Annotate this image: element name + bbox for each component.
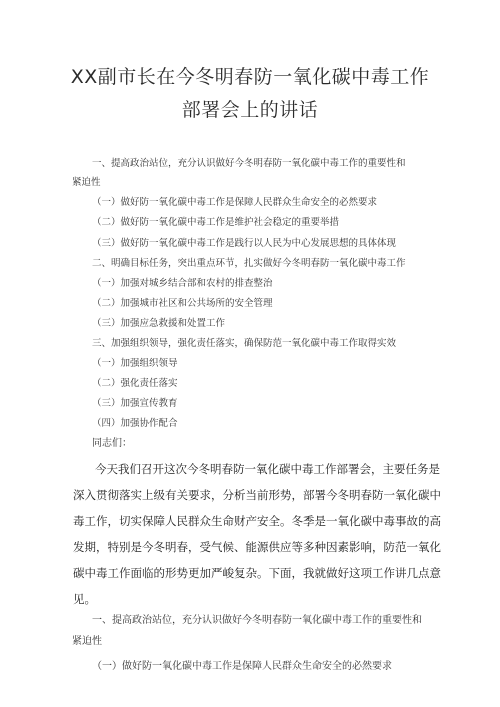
outline-item: （一）加强对城乡结合部和农村的排查整治: [92, 278, 273, 289]
salutation: 同志们：: [92, 438, 132, 449]
outline-item: （三）做好防一氧化碳中毒工作是践行以人民为中心发展思想的具体体现: [92, 238, 397, 249]
document-title-line-1: XX副市长在今冬明春防一氧化碳中毒工作: [70, 66, 430, 88]
outline-item: 三、加强组织领导，强化责任落实，确保防范一氧化碳中毒工作取得实效: [92, 338, 397, 349]
paragraph-line: 深入贯彻落实上级有关要求，分析当前形势，部署今冬明春防一氧化碳中: [73, 488, 441, 502]
section-heading-line: 紧迫性: [72, 636, 102, 647]
outline-item: （一）加强组织领导: [92, 358, 178, 369]
outline-item: 一、提高政治站位，充分认识做好今冬明春防一氧化碳中毒工作的重要性和: [92, 158, 406, 169]
paragraph-line: 毒工作，切实保障人民群众生命财产安全。冬季是一氧化碳中毒事故的高: [73, 514, 441, 528]
paragraph-line: 今天我们召开这次今冬明春防一氧化碳中毒工作部署会，主要任务是: [95, 462, 440, 476]
paragraph-line: 碳中毒工作面临的形势更加严峻复杂。下面，我就做好这项工作讲几点意: [73, 566, 441, 580]
outline-item: （二）强化责任落实: [92, 378, 178, 389]
section-heading-line: 一、提高政治站位，充分认识做好今冬明春防一氧化碳中毒工作的重要性和: [92, 615, 422, 626]
outline-item: （一）做好防一氧化碳中毒工作是保障人民群众生命安全的必然要求: [92, 197, 378, 208]
outline-item: （二）做好防一氧化碳中毒工作是维护社会稳定的重要举措: [92, 217, 340, 228]
outline-item: （三）加强应急救援和处置工作: [92, 318, 226, 329]
outline-item: （四）加强协作配合: [92, 418, 178, 429]
outline-item: 紧迫性: [72, 177, 101, 188]
paragraph-line: 见。: [73, 592, 96, 606]
subsection-heading: （一）做好防一氧化碳中毒工作是保障人民群众生命安全的必然要求: [92, 661, 392, 672]
outline-item: （三）加强宣传教育: [92, 398, 178, 409]
outline-item: 二、明确目标任务，突出重点环节，扎实做好今冬明春防一氧化碳中毒工作: [92, 258, 406, 269]
document-title-line-2: 部署会上的讲话: [181, 99, 319, 121]
outline-item: （二）加强城市社区和公共场所的安全管理: [92, 298, 273, 309]
paragraph-line: 发期，特别是今冬明春，受气候、能源供应等多种因素影响，防范一氧化: [73, 540, 441, 554]
